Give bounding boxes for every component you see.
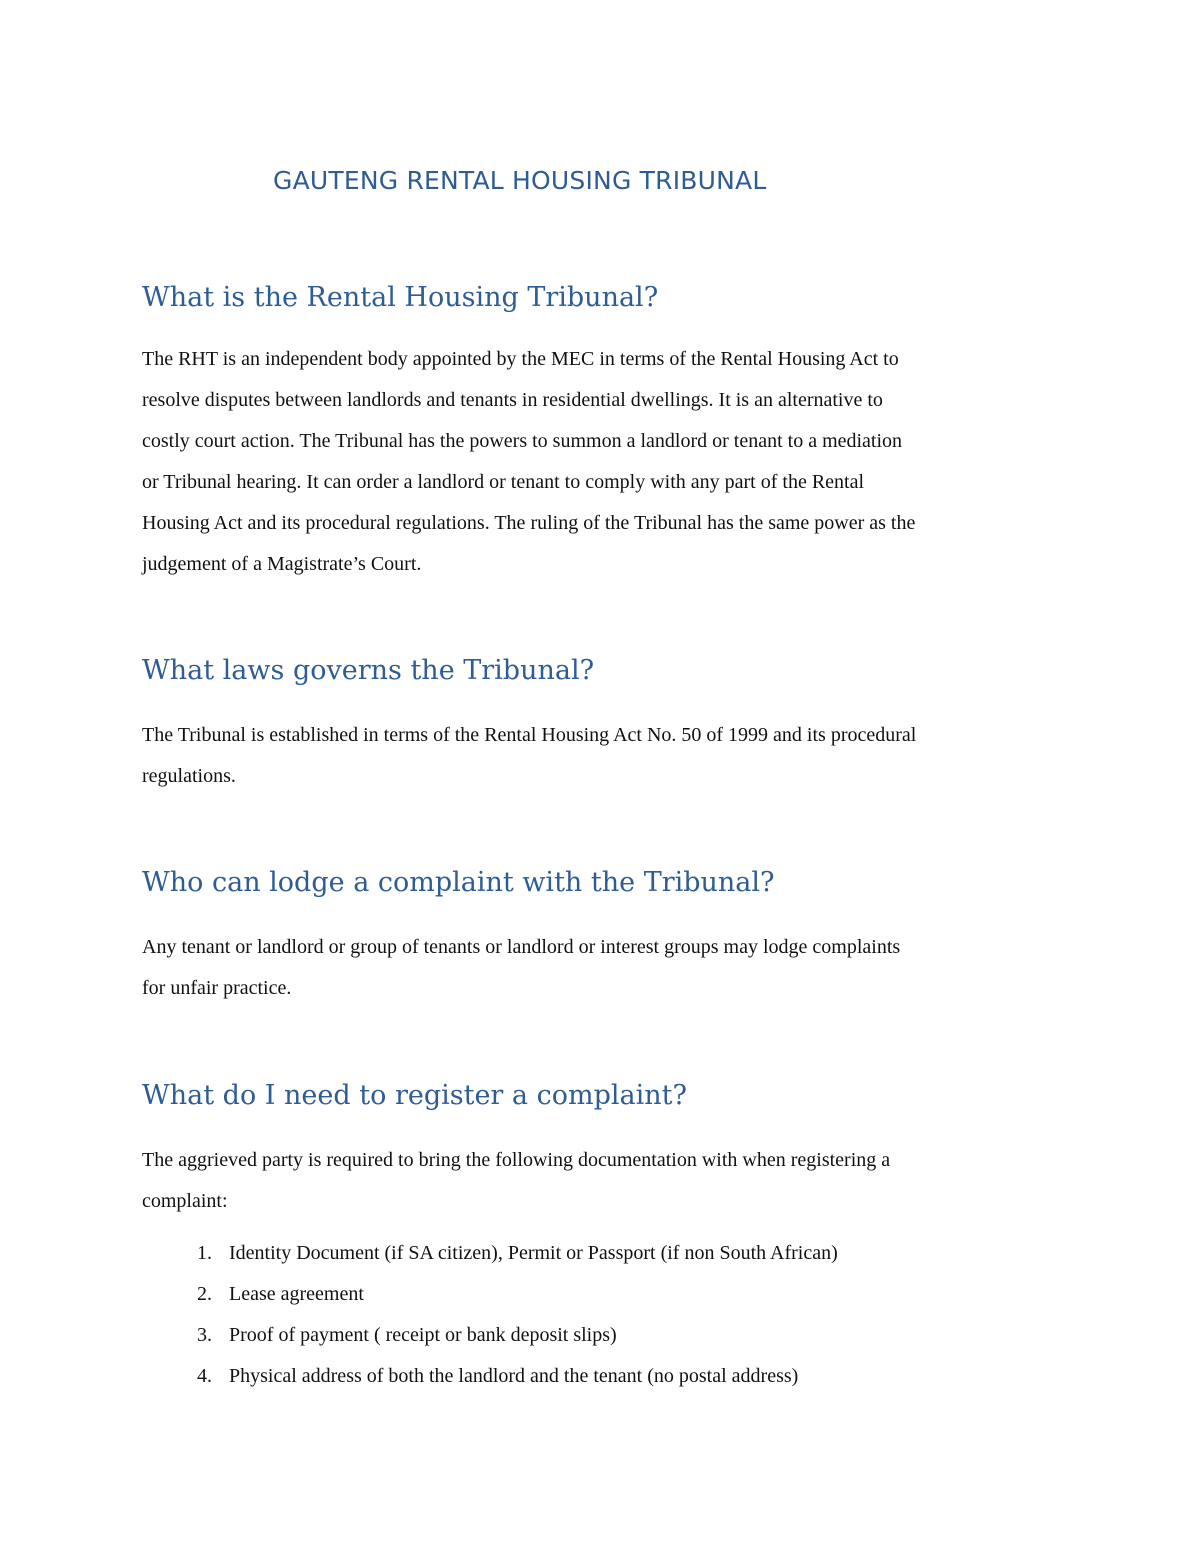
list-item [142, 1356, 838, 1397]
paragraph-line: resolve disputes between landlords and tenants in residential dwellings. It is an alternative to [142, 389, 883, 411]
section-heading-laws: What laws governs the Tribunal? [142, 655, 595, 686]
paragraph-line: The RHT is an independent body appointed by the MEC in terms of the Rental Housing Act to [142, 348, 899, 370]
section-paragraph-register-complaint [142, 1140, 1062, 1222]
section-heading-what-is-rht: What is the Rental Housing Tribunal? [142, 282, 659, 313]
paragraph-line: Housing Act and its procedural regulations. The ruling of the Tribunal has the same power as the [142, 512, 916, 534]
list-item-number: 4. [197, 1365, 212, 1387]
paragraph-line: costly court action. The Tribunal has the powers to summon a landlord or tenant to a mediation [142, 430, 903, 452]
list-item [142, 1274, 838, 1315]
paragraph-line: for unfair practice. [142, 977, 292, 999]
paragraph-line: judgement of a Magistrate’s Court. [142, 553, 422, 575]
list-item [142, 1315, 838, 1356]
paragraph-line: regulations. [142, 765, 236, 787]
list-item-number: 3. [197, 1324, 212, 1346]
paragraph-line: The aggrieved party is required to bring the following documentation with when registering a [142, 1149, 891, 1171]
list-item-number: 2. [197, 1283, 212, 1305]
paragraph-line: complaint: [142, 1190, 228, 1212]
paragraph-line: The Tribunal is established in terms of the Rental Housing Act No. 50 of 1999 and its procedural [142, 724, 917, 746]
section-paragraph-who-can-lodge [142, 927, 1062, 1009]
paragraph-line: Any tenant or landlord or group of tenants or landlord or interest groups may lodge complaints [142, 936, 901, 958]
list-item [142, 1233, 838, 1274]
list-item-text: Identity Document (if SA citizen), Permit or Passport (if non South African) [229, 1242, 838, 1264]
list-item-text: Physical address of both the landlord and the tenant (no postal address) [229, 1365, 799, 1387]
section-heading-register-complaint: What do I need to register a complaint? [142, 1080, 687, 1111]
section-paragraph-what-is-rht [142, 339, 1062, 585]
list-item-number: 1. [197, 1242, 212, 1264]
list-item-text: Proof of payment ( receipt or bank deposit slips) [229, 1324, 617, 1346]
paragraph-line: or Tribunal hearing. It can order a landlord or tenant to comply with any part of the Rental [142, 471, 865, 493]
list-item-text: Lease agreement [229, 1283, 364, 1305]
document-title: GAUTENG RENTAL HOUSING TRIBUNAL [273, 166, 767, 195]
section-heading-who-can-lodge: Who can lodge a complaint with the Tribunal? [142, 867, 775, 898]
required-documents-list [142, 1233, 838, 1397]
section-paragraph-laws [142, 715, 1062, 797]
